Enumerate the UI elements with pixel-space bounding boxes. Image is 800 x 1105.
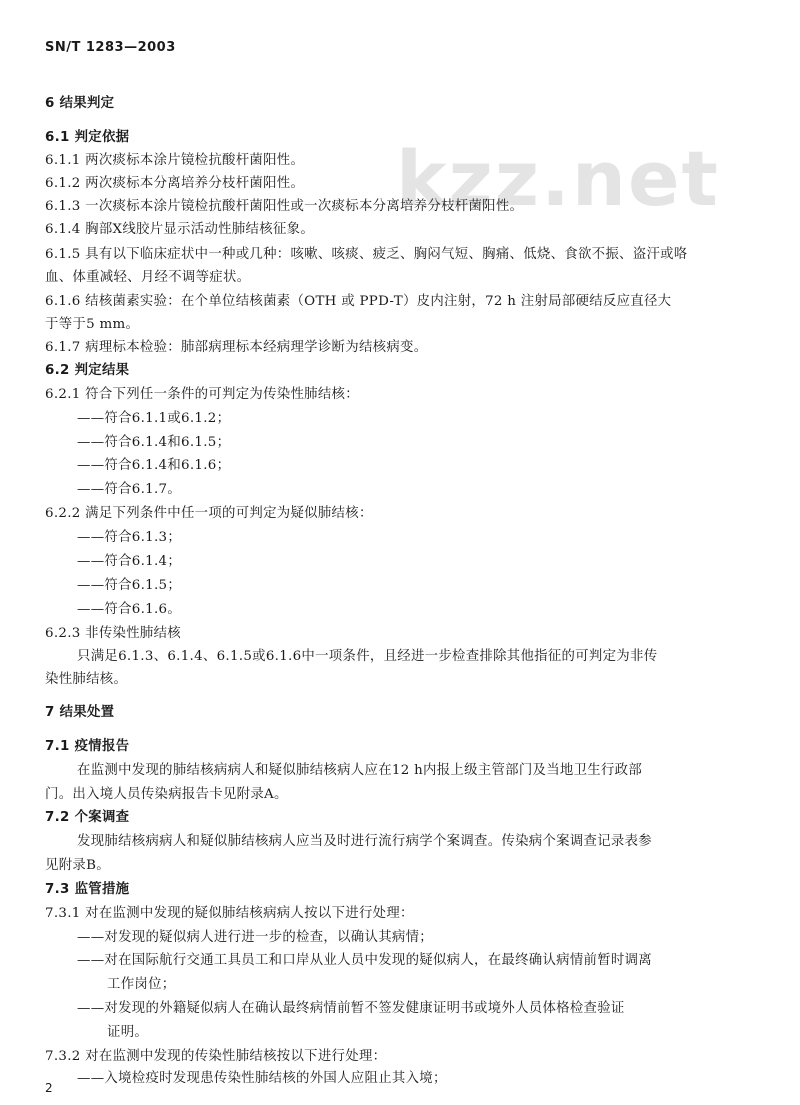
text-line-s7-3-1b: ——对在国际航行交通工具员工和口岸从业人员中发现的疑似病人，在最终确认病情前暂时调离 [77, 953, 653, 968]
text-line-s7: 7 结果处置 [45, 705, 115, 720]
text-line-s7-3-1d: ——对发现的外籍疑似病人在确认最终病情前暂不签发健康证明书或境外人员体格检查验证 [77, 1001, 625, 1016]
text-line-s7-3: 7.3 监管措施 [45, 882, 130, 897]
text-line-s6-1-7: 6.1.7 病理标本检验：肺部病理标本经病理学诊断为结核病变。 [45, 340, 428, 355]
text-line-s6-2-2a: ——符合6.1.3； [77, 530, 182, 545]
text-line-s6-2-2d: ——符合6.1.6。 [77, 602, 182, 617]
text-line-s6-2-3: 6.2.3 非传染性肺结核 [45, 626, 181, 641]
text-line-s6-1-5b: 血、体重减轻、月经不调等症状。 [45, 270, 251, 285]
text-line-s6-1-5a: 6.1.5 具有以下临床症状中一种或几种：咳嗽、咳痰、疲乏、胸闷气短、胸痛、低烧、食欲不振、盗汗或咯 [45, 247, 688, 262]
text-line-s6-2-1a: ——符合6.1.1或6.1.2； [77, 411, 231, 426]
text-line-s6: 6 结果判定 [45, 96, 115, 111]
text-line-s6-2-3b: 染性肺结核。 [45, 672, 128, 687]
text-line-s6-2: 6.2 判定结果 [45, 363, 130, 378]
text-line-s7-3-2: 7.3.2 对在监测中发现的传染性肺结核按以下进行处理： [45, 1049, 387, 1064]
text-line-s6-2-2b: ——符合6.1.4； [77, 554, 182, 569]
page-number: 2 [45, 1081, 53, 1095]
text-line-s7-1: 7.1 疫情报告 [45, 739, 130, 754]
text-line-s6-1-6b: 于等于5 mm。 [45, 317, 140, 332]
text-line-s6-1-2: 6.1.2 两次痰标本分离培养分枝杆菌阳性。 [45, 176, 305, 191]
text-line-s6-2-1d: ——符合6.1.7。 [77, 482, 182, 497]
text-line-s6-1: 6.1 判定依据 [45, 130, 130, 145]
watermark: kzz.net [396, 134, 720, 223]
text-line-s7-3-1: 7.3.1 对在监测中发现的疑似肺结核病病人按以下进行处理： [45, 906, 414, 921]
text-line-s7-1b: 门。出入境人员传染病报告卡见附录A。 [45, 787, 288, 802]
text-line-s6-2-2c: ——符合6.1.5； [77, 578, 182, 593]
text-line-s7-3-1e: 证明。 [107, 1025, 149, 1040]
text-line-s6-2-1: 6.2.1 符合下列任一条件的可判定为传染性肺结核： [45, 387, 359, 402]
text-line-s6-2-1b: ——符合6.1.4和6.1.5； [77, 435, 231, 450]
text-line-s7-3-1c: 工作岗位； [107, 977, 176, 992]
text-line-s6-2-1c: ——符合6.1.4和6.1.6； [77, 458, 231, 473]
text-line-s7-2: 7.2 个案调查 [45, 810, 130, 825]
text-line-s7-3-2a: ——入境检疫时发现患传染性肺结核的外国人应阻止其入境； [77, 1071, 447, 1086]
text-line-s6-1-4: 6.1.4 胸部X线胶片显示活动性肺结核征象。 [45, 222, 315, 237]
text-line-s6-1-1: 6.1.1 两次痰标本涂片镜检抗酸杆菌阳性。 [45, 153, 305, 168]
text-line-s7-2b: 见附录B。 [45, 858, 110, 873]
text-line-s6-1-3: 6.1.3 一次痰标本涂片镜检抗酸杆菌阳性或一次痰标本分离培养分枝杆菌阳性。 [45, 199, 524, 214]
text-line-s6-2-3a: 只满足6.1.3、6.1.4、6.1.5或6.1.6中一项条件，且经进一步检查排除其他指征的可判定为非传 [77, 649, 658, 664]
text-line-s7-1a: 在监测中发现的肺结核病病人和疑似肺结核病人应在12 h内报上级主管部门及当地卫生行政部 [77, 763, 643, 778]
text-line-s6-1-6a: 6.1.6 结核菌素实验：在个单位结核菌素（OTH 或 PPD-T）皮内注射，72 h 注射局部硬结反应直径大 [45, 294, 672, 309]
text-line-s6-2-2: 6.2.2 满足下列条件中任一项的可判定为疑似肺结核： [45, 506, 373, 521]
document-header: SN/T 1283—2003 [45, 40, 176, 55]
text-line-s7-3-1a: ——对发现的疑似病人进行进一步的检查，以确认其病情； [77, 930, 433, 945]
text-line-s7-2a: 发现肺结核病病人和疑似肺结核病人应当及时进行流行病学个案调查。传染病个案调查记录表参 [77, 834, 653, 849]
